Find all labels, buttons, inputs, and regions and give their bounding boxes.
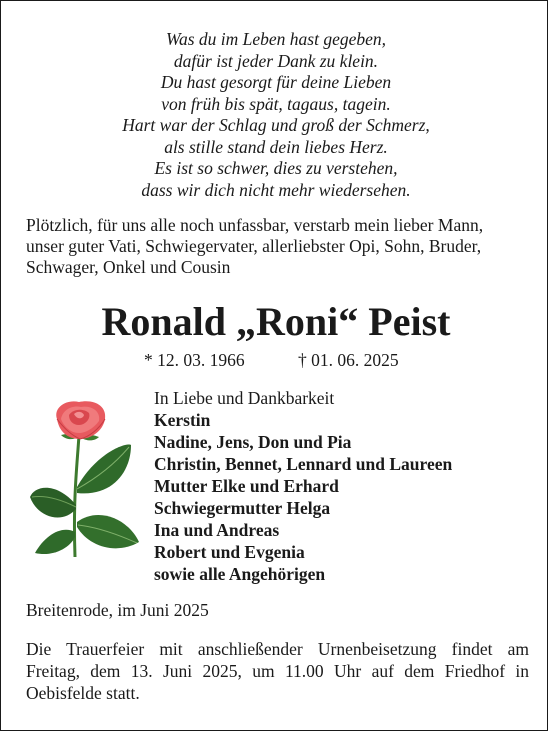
mourner-name: Schwiegermutter Helga [154, 498, 331, 518]
death-date: † 01. 06. 2025 [298, 350, 399, 370]
mourners-intro: In Liebe und Dankbarkeit [154, 388, 335, 408]
mourner-name: Nadine, Jens, Don und Pia [154, 432, 352, 452]
deceased-name: Ronald „Roni“ Peist [101, 299, 451, 344]
poem-line: Es ist so schwer, dies zu verstehen, [154, 158, 398, 178]
poem-line: Was du im Leben hast gegeben, [165, 29, 387, 49]
mourner-name: sowie alle Angehörigen [154, 564, 326, 584]
service-line: Die Trauerfeier mit anschließender Urnenbeisetzung findet am [26, 639, 529, 659]
poem-line: dafür ist jeder Dank zu klein. [173, 50, 379, 71]
mourner-name: Ina und Andreas [154, 520, 280, 540]
intro-line: Plötzlich, für uns alle noch unfassbar, verstarb mein lieber Mann, [26, 215, 484, 235]
poem [1, 29, 550, 201]
service-line: Oebisfelde statt. [26, 683, 140, 703]
intro-line: Schwager, Onkel und Cousin [26, 257, 231, 277]
place-date: Breitenrode, im Juni 2025 [26, 600, 209, 620]
service-line: Freitag, dem 13. Juni 2025, um 11.00 Uhr auf dem Friedhof in [26, 661, 529, 681]
mourners-list [154, 387, 452, 585]
mourner-name: Christin, Bennet, Lennard und Laureen [154, 454, 453, 474]
poem-line: dass wir dich nicht mehr wiedersehen. [141, 179, 411, 200]
rose-icon [27, 397, 142, 559]
mourner-name: Robert und Evgenia [154, 542, 305, 562]
intro-text [26, 215, 531, 278]
poem-line: von früh bis spät, tagaus, tagein. [161, 93, 391, 114]
birth-date: * 12. 03. 1966 [144, 350, 245, 370]
mourner-name: Mutter Elke und Erhard [154, 476, 339, 496]
poem-line: als stille stand dein liebes Herz. [164, 136, 388, 157]
funeral-service-info [26, 638, 529, 704]
poem-line: Du hast gesorgt für deine Lieben [160, 72, 392, 92]
intro-line: unser guter Vati, Schwiegervater, allerliebster Opi, Sohn, Bruder, [26, 236, 482, 256]
mourner-name: Kerstin [154, 410, 211, 430]
poem-line: Hart war der Schlag und groß der Schmerz, [122, 115, 430, 135]
